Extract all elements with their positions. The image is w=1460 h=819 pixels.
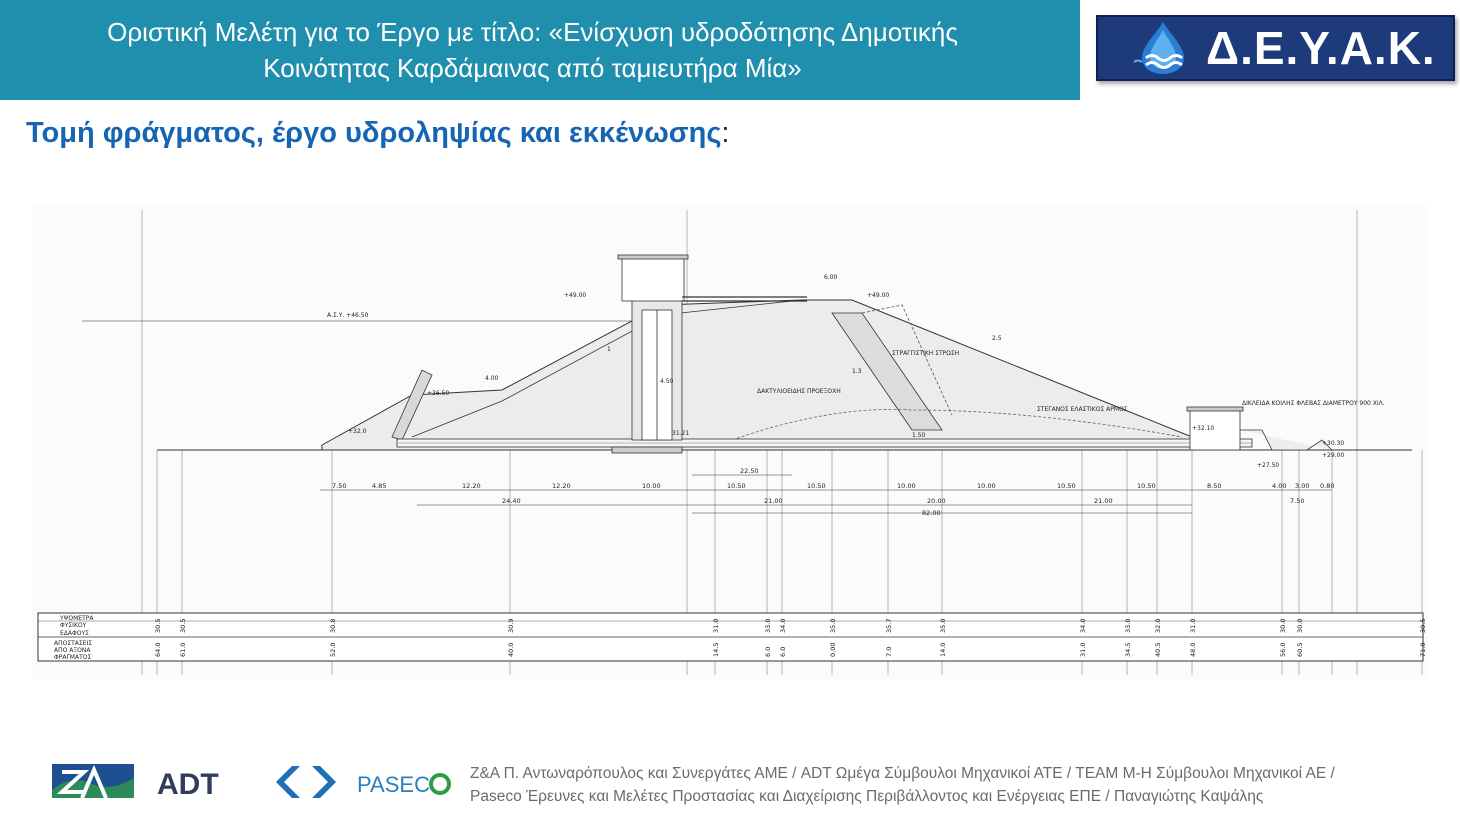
label-b400: 4.00 [485,375,499,382]
slide-title [26,117,729,150]
label-spillway: Α.Σ.Υ. +46.50 [327,312,369,319]
axis-distance-value: 14.5 [712,642,720,657]
slide-title-text: Τομή φράγματος, έργο υδροληψίας και εκκένωσης [26,117,722,149]
ground-elevation-value: 35.0 [829,618,837,633]
label-base: 31.21 [672,430,690,437]
dimension-row1-value: 8.50 [1207,482,1222,490]
dimension-row1-value: 12.20 [552,482,571,490]
dimension-center: 22.50 [740,467,759,475]
ground-elevation-value: 31.0 [1189,618,1197,633]
label-b150: 1.50 [912,432,926,439]
footer-logos [52,762,462,802]
axis-distance-value: 40.5 [1154,642,1162,657]
label-joint: ΣΤΕΓΑΝΟΣ ΕΛΑΣΤΙΚΟΣ ΑΡΜΟΣ [1037,406,1128,413]
ground-elevation-value: 30.0 [1279,618,1287,633]
header-title [20,14,1045,86]
footer-credits [470,762,1430,808]
za-logo [52,764,134,798]
dimension-row2-value: 20.00 [927,497,946,505]
header-band [0,0,1080,100]
dimension-row2-value: 21.00 [764,497,783,505]
ground-elevation-value: 30.5 [154,618,162,633]
footer-text-line2: Paseco Έρευνες και Μελέτες Προστασίας και Διαχείρισης Περιβάλλοντος και Ενέργειας ΕΠΕ / Παναγιώτης Καψάλης [470,788,1264,805]
label-drain: ΣΤΡΑΓΓΙΣΤΙΚΗ ΣΤΡΩΣΗ [892,350,960,357]
axis-distance-value: 60.5 [1296,642,1304,657]
axis-distance-value: 31.0 [1079,642,1087,657]
table-label-r2a: ΑΠΟΣΤΑΣΕΙΣ [54,640,93,647]
table-label-r1a: ΥΨΟΜΕΤΡΑ [60,615,94,622]
label-right2: +29.00 [1322,452,1345,459]
deyak-logo [1096,15,1455,81]
ground-elevation-value: 30.5 [1419,618,1427,633]
ground-elevation-value: 30.9 [507,618,515,633]
svg-text:ADT: ADT [157,768,219,801]
label-right1: +30.30 [1322,440,1345,447]
slide-title-colon: : [721,117,730,149]
ground-elevation-value: 31.0 [712,618,720,633]
dimension-row1-value: 4.00 [1272,482,1287,490]
label-b450: 4.50 [660,378,674,385]
dimension-row2-value: 7.50 [1290,497,1305,505]
ground-elevation-value: 30.5 [179,618,187,633]
ground-elevation-value: 33.0 [764,618,772,633]
team-logo [276,766,336,798]
dam-cross-section-drawing [32,205,1428,680]
table-label-r2b: ΑΠΟ ΑΞΟΝΑ [54,647,91,654]
dimension-row1-value: 10.00 [977,482,996,490]
label-right3: +27.50 [1257,462,1280,469]
ground-elevation-value: 34.0 [779,618,787,633]
axis-distance-value: 34.5 [1124,642,1132,657]
adt-logo [157,768,219,801]
axis-distance-value: 0.00 [829,642,837,657]
tower-house [622,257,684,301]
dimension-row1-value: 12.20 [462,482,481,490]
table-label-r1c: ΕΔΑΦΟΥΣ [60,630,89,637]
dam-body [322,300,1192,450]
dimension-row1-value: 0.80 [1320,482,1335,490]
label-slope-left: 1 [607,346,611,353]
ground-elevation-value: 30.0 [1296,618,1304,633]
ground-elevation-value: 32.0 [1154,618,1162,633]
dimension-row1-value: 10.50 [1137,482,1156,490]
footer-text-line1: Ζ&Α Π. Αντωναρόπουλος και Συνεργάτες ΑΜΕ / ADT Ωμέγα Σύμβουλοι Μηχανικοί ΑΤΕ / ΤΕΑΜ Μ-Η Σύμβουλοι Μηχανικοί ΑΕ / [470,765,1335,782]
axis-distance-value: 56.0 [1279,642,1287,657]
dimension-row1-value: 7.50 [332,482,347,490]
dimension-row1-value: 4.85 [372,482,387,490]
ground-elevation-value: 35.7 [885,618,893,633]
axis-distance-value: 6.0 [764,646,772,657]
axis-distance-value: 64.0 [154,642,162,657]
label-crest-left: +49.00 [564,292,587,299]
label-crest-width: 6.00 [824,274,838,281]
axis-distance-value: 52.0 [329,642,337,657]
label-core-slope: 1.3 [852,368,862,375]
header-title-line1: Οριστική Μελέτη για το Έργο με τίτλο: «Ενίσχυση υδροδότησης Δημοτικής [107,17,958,47]
dimension-total: 82.00 [922,509,941,517]
ground-elevation-value: 30.8 [329,618,337,633]
water-drop-icon [1128,20,1198,76]
ground-elevation-value: 34.0 [1079,618,1087,633]
dimension-row1-value: 10.00 [897,482,916,490]
paseco-logo [357,772,449,797]
dimension-row2-value: 24.40 [502,497,521,505]
ground-elevation-value: 35.0 [939,618,947,633]
table-label-r1b: ΦΥΣΙΚΟΥ [60,622,87,629]
dimension-row1-value: 10.50 [1057,482,1076,490]
axis-distance-value: 61.0 [179,642,187,657]
axis-distance-value: 14.0 [939,642,947,657]
axis-distance-value: 7.0 [885,646,893,657]
axis-distance-value: 48.0 [1189,642,1197,657]
label-outlet: +32.10 [1192,425,1215,432]
axis-distance-value: 71.0 [1419,642,1427,657]
label-crest-right: +49.00 [867,292,890,299]
ground-elevation-value: 33.0 [1124,618,1132,633]
logo-text: Δ.Ε.Υ.Α.Κ. [1206,22,1436,74]
label-slope-right: 2.5 [992,335,1002,342]
dimension-row1-value: 10.00 [642,482,661,490]
label-berm: +36.50 [427,390,450,397]
svg-text:PASEC: PASEC [357,772,430,797]
label-toe-left: +32.0 [348,428,367,435]
dimension-row1-value: 10.50 [727,482,746,490]
dimension-row1-value: 10.50 [807,482,826,490]
label-cutoff: ΔΑΚΤΥΛΙΟΕΙΔΗΣ ΠΡΟΕΞΟΧΗ [757,388,841,395]
dimension-row2-value: 21.00 [1094,497,1113,505]
label-valve: ΔΙΚΛΕΙΔΑ ΚΟΙΛΗΣ ΦΛΕΒΑΣ ΔΙΑΜΕΤΡΟΥ 900 ΧΙΛ. [1242,400,1385,407]
table-label-r2c: ΦΡΑΓΜΑΤΟΣ [54,654,92,661]
header-title-line2: Κοινότητας Καρδάμαινας από ταμιευτήρα Μία» [263,53,802,83]
axis-distance-value: 40.0 [507,642,515,657]
dimension-row1-value: 3.00 [1295,482,1310,490]
axis-distance-value: 6.0 [779,646,787,657]
drawing-svg [32,205,1428,680]
